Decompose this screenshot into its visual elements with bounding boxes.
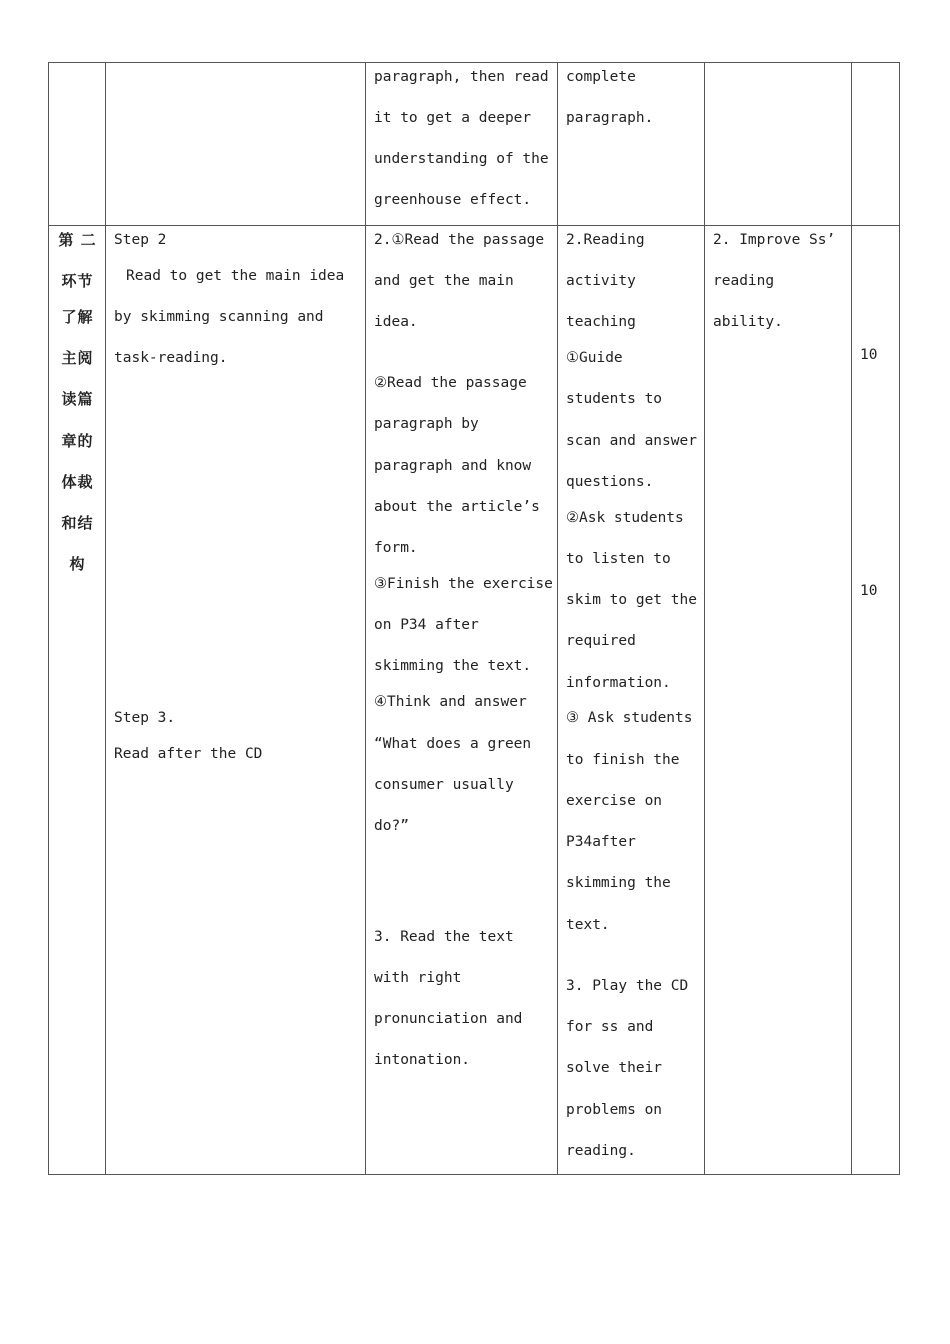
text-line: skimming the text. (374, 658, 532, 674)
step-title: Step 2 (114, 232, 167, 248)
text-line: on P34 after (374, 617, 479, 633)
text-line: exercise on (566, 793, 663, 809)
text-line: questions. (566, 474, 654, 490)
text-line: students to (566, 391, 663, 407)
text-line: ②Ask students (566, 510, 684, 526)
stage-label: 读篇 (61, 390, 94, 408)
text-line: activity (566, 273, 636, 289)
activities-cell (366, 63, 558, 226)
text-line: ④Think and answer (374, 694, 527, 710)
teacher-cell (558, 226, 705, 1175)
text-line: ③ Ask students (566, 710, 693, 726)
text-line: by skimming scanning and (114, 309, 324, 325)
stage-cell (49, 63, 106, 226)
text-line: reading (713, 273, 775, 289)
text-line: do?” (374, 818, 409, 834)
activities-cell (366, 226, 558, 1175)
stage-label: 了解 (61, 308, 94, 326)
text-line: and get the main (374, 273, 514, 289)
text-line: problems on (566, 1102, 663, 1118)
text-line: form. (374, 540, 418, 556)
text-line: 2.Reading (566, 232, 645, 248)
text-line: information. (566, 675, 671, 691)
text-line: understanding of the (374, 151, 549, 167)
text-line: teaching (566, 314, 636, 330)
stage-label: 环节 (61, 272, 94, 290)
text-line: required (566, 633, 636, 649)
table-row (49, 63, 900, 226)
steps-cell (106, 226, 366, 1175)
text-line: complete (566, 69, 636, 85)
text-line: paragraph and know (374, 458, 532, 474)
text-line: Read after the CD (114, 746, 263, 762)
text-line: intonation. (374, 1052, 471, 1068)
text-line: solve their (566, 1060, 663, 1076)
text-line: for ss and (566, 1019, 654, 1035)
text-line: it to get a deeper (374, 110, 532, 126)
text-line: text. (566, 917, 610, 933)
text-line: to listen to (566, 551, 671, 567)
stage-cell (49, 226, 106, 1175)
purpose-cell (705, 63, 852, 226)
stage-label: 体裁 (61, 473, 94, 491)
time-cell (852, 226, 900, 1175)
stage-label: 和结 (61, 514, 94, 532)
stage-label: 章的 (61, 432, 94, 450)
lesson-plan-table (48, 62, 900, 1175)
teacher-cell (558, 63, 705, 226)
stage-label: 第 二 (58, 231, 97, 249)
text-line: “What does a green (374, 736, 532, 752)
time-value: 10 (860, 583, 878, 599)
time-value: 10 (860, 347, 878, 363)
text-line: Read to get the main idea (126, 268, 345, 284)
text-line: 3. Play the CD (566, 978, 689, 994)
text-line: 2. Improve Ss’ (713, 232, 836, 248)
text-line: skim to get the (566, 592, 697, 608)
table-row (49, 226, 900, 1175)
text-line: greenhouse effect. (374, 192, 532, 208)
purpose-cell (705, 226, 852, 1175)
text-line: consumer usually (374, 777, 514, 793)
steps-cell (106, 63, 366, 226)
text-line: skimming the (566, 875, 671, 891)
text-line: idea. (374, 314, 418, 330)
stage-label: 主阅 (61, 349, 94, 367)
text-line: task-reading. (114, 350, 228, 366)
text-line: paragraph. (566, 110, 654, 126)
text-line: paragraph by (374, 416, 479, 432)
text-line: reading. (566, 1143, 636, 1159)
step-title: Step 3. (114, 710, 176, 726)
text-line: ②Read the passage (374, 375, 527, 391)
text-line: ③Finish the exercise (374, 576, 553, 592)
text-line: scan and answer (566, 433, 697, 449)
text-line: pronunciation and (374, 1011, 523, 1027)
text-line: ①Guide (566, 350, 623, 366)
text-line: 2.①Read the passage (374, 232, 545, 248)
stage-label: 构 (69, 555, 86, 573)
text-line: with right (374, 970, 462, 986)
text-line: to finish the (566, 752, 680, 768)
text-line: paragraph, then read (374, 69, 549, 85)
text-line: ability. (713, 314, 783, 330)
text-line: P34after (566, 834, 636, 850)
text-line: 3. Read the text (374, 929, 514, 945)
text-line: about the article’s (374, 499, 540, 515)
time-cell (852, 63, 900, 226)
